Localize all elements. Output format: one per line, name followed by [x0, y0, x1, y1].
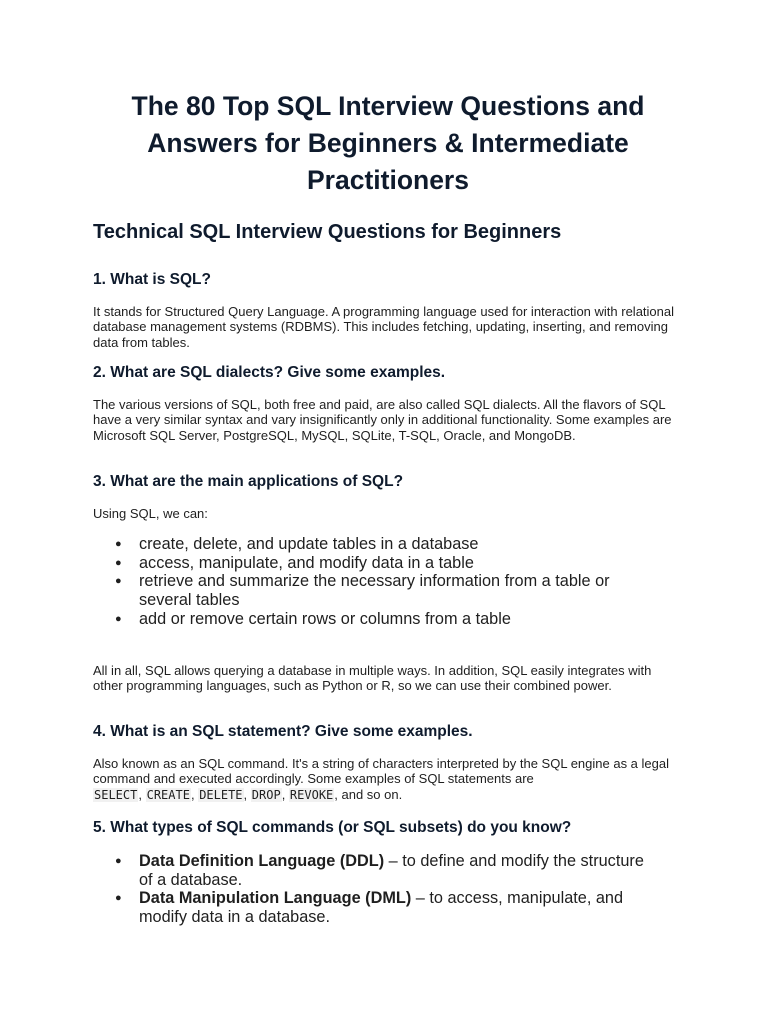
- sql-command-delete: DELETE: [199, 787, 243, 802]
- sql-command-create: CREATE: [146, 787, 190, 802]
- sql-subsets-list: [93, 852, 653, 927]
- applications-list: [93, 535, 653, 629]
- sql-command-select: SELECT: [94, 787, 138, 802]
- question-3-outro: All in all, SQL allows querying a database in multiple ways. In addition, SQL easily integrates with other programming languages, such as Python or R, so we can use their combined power.: [93, 663, 652, 694]
- question-3-intro: Using SQL, we can:: [93, 506, 208, 521]
- question-1-answer: It stands for Structured Query Language. A programming language used for interaction with relational database management systems (RDBMS). This includes fetching, updating, inserting, and removing data from tables.: [93, 304, 675, 350]
- section-heading: Technical SQL Interview Questions for Beginners: [93, 221, 562, 243]
- list-item: ● add or remove certain rows or columns from a table: [93, 610, 653, 629]
- list-item: [93, 852, 653, 889]
- list-item: ● create, delete, and update tables in a database: [93, 535, 653, 554]
- question-5-heading: 5. What types of SQL commands (or SQL subsets) do you know?: [93, 819, 572, 836]
- dml-term: Data Manipulation Language (DML): [139, 889, 412, 908]
- document-page: [93, 88, 683, 927]
- question-4-answer: Also known as an SQL command. It's a string of characters interpreted by the SQL engine as a legal command and executed accordingly. Some examples of SQL statements are SELECT, CREATE, DELETE, DROP, REVOKE, and so on.: [93, 756, 669, 802]
- question-2-answer: The various versions of SQL, both free and paid, are also called SQL dialects. All the flavors of SQL have a very similar syntax and vary insignificantly only in additional functionality. Some examples are Microsoft SQL Server, PostgreSQL, MySQL, SQLite, T-SQL, Oracle, and MongoDB.: [93, 397, 672, 443]
- sql-command-drop: DROP: [251, 787, 281, 802]
- ddl-description: – to define and modify the structure of a database.: [139, 852, 644, 889]
- dml-description: – to access, manipulate, and modify data in a database.: [139, 889, 624, 927]
- question-1-heading: 1. What is SQL?: [93, 271, 211, 288]
- list-item: ● retrieve and summarize the necessary information from a table or several tables: [93, 572, 653, 609]
- list-item: ● access, manipulate, and modify data in a table: [93, 554, 653, 573]
- sql-command-revoke: REVOKE: [289, 787, 334, 802]
- question-4-answer-text: Also known as an SQL command. It's a string of characters interpreted by the SQL engine as a legal command and executed accordingly. Some examples of SQL statements are: [93, 756, 669, 787]
- question-4-heading: 4. What is an SQL statement? Give some examples.: [93, 723, 473, 740]
- question-3-heading: 3. What are the main applications of SQL?: [93, 473, 404, 490]
- list-item: [93, 889, 653, 926]
- ddl-term: Data Definition Language (DDL): [139, 852, 385, 870]
- question-2-heading: 2. What are SQL dialects? Give some examples.: [93, 364, 446, 381]
- question-4-answer-tail: , and so on.: [334, 786, 403, 802]
- document-title: The 80 Top SQL Interview Questions and Answers for Beginners & Intermediate Practitioners: [131, 91, 645, 195]
